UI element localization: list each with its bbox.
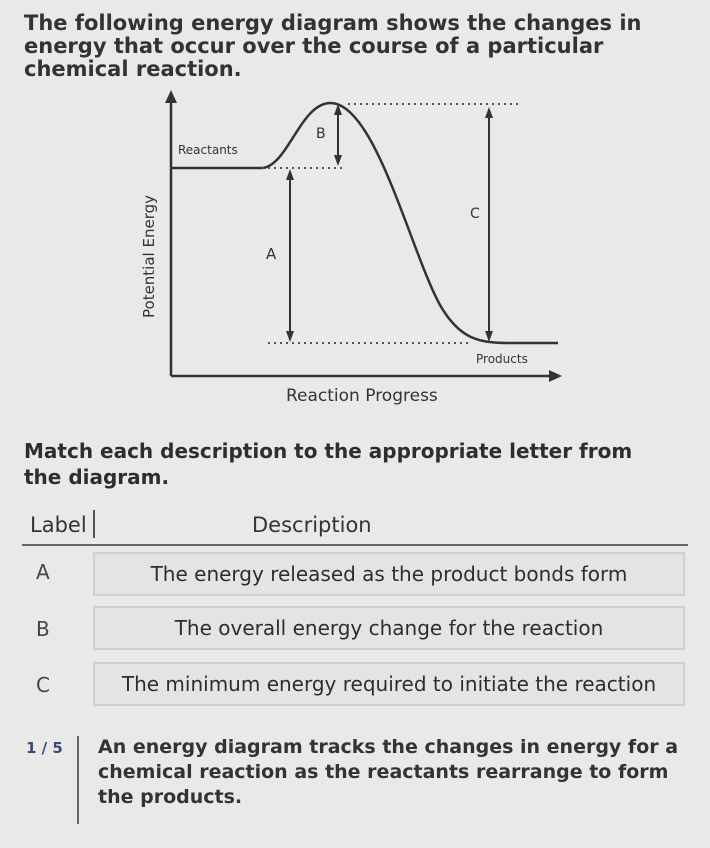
arrow-a-head-top (286, 169, 294, 180)
description-option-1[interactable]: The energy released as the product bonds form (93, 552, 685, 596)
x-axis-label: Reaction Progress (286, 386, 438, 406)
footer-divider (77, 736, 79, 824)
energy-curve (171, 103, 558, 343)
arrow-c-label: C (470, 206, 480, 222)
arrow-c-head-top (485, 107, 493, 118)
description-option-3[interactable]: The minimum energy required to initiate the reaction (93, 662, 685, 706)
header-label: Label (30, 513, 87, 537)
header-divider (93, 510, 95, 538)
products-label: Products (476, 352, 528, 366)
header-description: Description (252, 513, 372, 537)
instruction-text: Match each description to the appropriate letter from the diagram. (24, 439, 633, 489)
reactants-label: Reactants (178, 143, 238, 157)
matching-table (22, 508, 688, 710)
x-axis-arrowhead (549, 370, 562, 382)
page-indicator: 1 / 5 (26, 739, 63, 757)
row-label-c: C (36, 673, 50, 697)
arrow-b-head-bottom (334, 155, 342, 166)
y-axis-label: Potential Energy (140, 195, 158, 318)
arrow-b-label: B (316, 126, 326, 142)
row-label-b: B (36, 617, 50, 641)
description-option-2[interactable]: The overall energy change for the reaction (93, 606, 685, 650)
header-underline (22, 544, 688, 546)
arrow-a-label: A (266, 245, 277, 263)
question-text: The following energy diagram shows the changes in energy that occur over the course of a particular chemical reaction. (24, 11, 642, 81)
row-label-a: A (36, 560, 50, 584)
energy-diagram (0, 0, 710, 420)
arrow-a-head-bottom (286, 331, 294, 342)
hint-text: An energy diagram tracks the changes in energy for a chemical reaction as the reactants rearrange to form the products. (98, 736, 679, 808)
y-axis-arrowhead (165, 90, 177, 103)
